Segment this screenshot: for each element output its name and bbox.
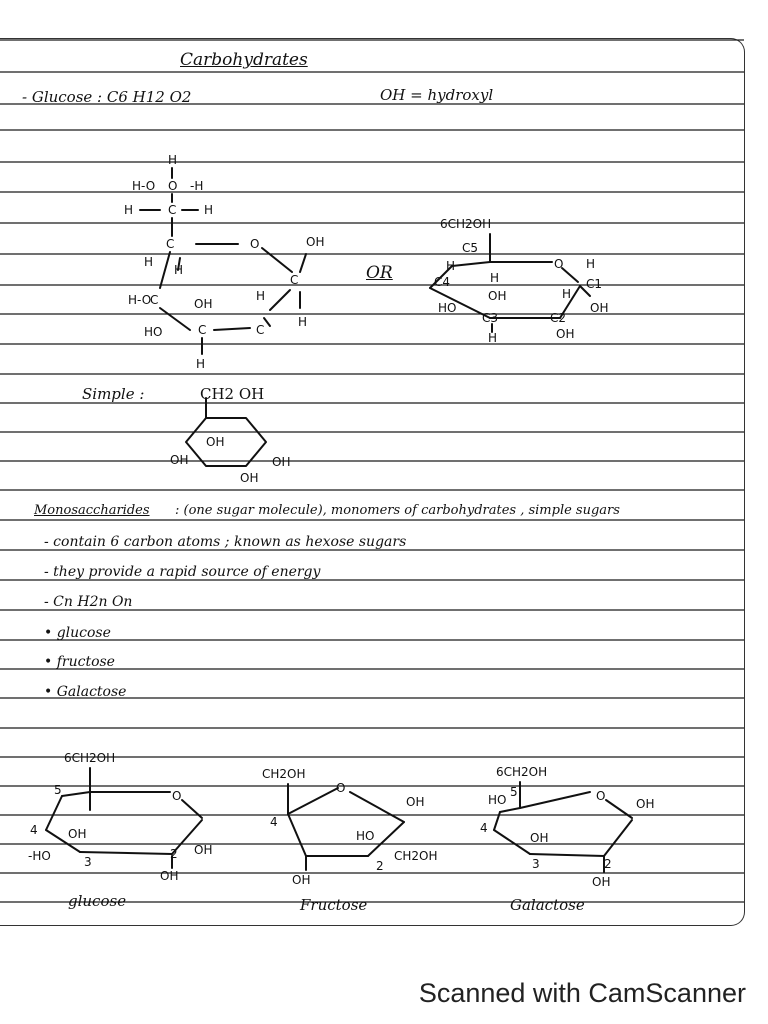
svg-text:OH: OH — [206, 435, 225, 449]
svg-text:6CH2OH: 6CH2OH — [64, 751, 116, 765]
bullet-2: - they provide a rapid source of energy — [44, 564, 321, 580]
svg-text:O: O — [596, 789, 606, 803]
svg-text:H-O: H-O — [132, 179, 156, 193]
svg-text:OH: OH — [530, 831, 549, 845]
bullet-1: - contain 6 carbon atoms ; known as hexose sugars — [44, 534, 407, 550]
svg-text:H: H — [490, 271, 500, 285]
svg-text:C: C — [198, 323, 207, 337]
fructose-ring — [262, 767, 438, 887]
svg-text:C: C — [290, 273, 299, 287]
simple-label: Simple : — [82, 385, 145, 403]
svg-text:H: H — [196, 357, 206, 371]
svg-text:C4: C4 — [434, 275, 451, 289]
svg-text:C: C — [256, 323, 265, 337]
svg-text:OH: OH — [636, 797, 655, 811]
svg-text:HO: HO — [356, 829, 375, 843]
svg-text:-H: -H — [190, 179, 204, 193]
bullet-3: - Cn H2n On — [44, 594, 133, 610]
svg-text:H: H — [488, 331, 498, 345]
example-glucose: • glucose — [44, 625, 111, 641]
simple-ring — [170, 398, 290, 485]
or-label: OR — [366, 263, 393, 283]
glucose-formula: - Glucose : C6 H12 O2 — [22, 88, 192, 106]
svg-text:2: 2 — [376, 859, 384, 873]
fructose-label: Fructose — [300, 896, 368, 914]
svg-text:H: H — [586, 257, 596, 271]
example-galactose: • Galactose — [44, 684, 127, 700]
svg-text:OH: OH — [488, 289, 507, 303]
svg-text:2: 2 — [170, 847, 178, 861]
glucose-label: glucose — [68, 892, 127, 910]
svg-text:H-O: H-O — [128, 293, 152, 307]
svg-text:H: H — [562, 287, 572, 301]
page-title: Carbohydrates — [180, 50, 308, 70]
svg-text:O: O — [554, 257, 564, 271]
glucose-structure-left — [124, 153, 324, 371]
svg-text:H: H — [144, 255, 154, 269]
svg-text:3: 3 — [84, 855, 92, 869]
svg-text:C3: C3 — [482, 311, 499, 325]
svg-text:C: C — [150, 293, 159, 307]
svg-text:CH2OH: CH2OH — [394, 849, 438, 863]
mono-definition: : (one sugar molecule), monomers of carbohydrates , simple sugars — [175, 503, 620, 518]
svg-text:OH: OH — [170, 453, 189, 467]
svg-text:O: O — [250, 237, 260, 251]
svg-text:C: C — [166, 237, 175, 251]
svg-text:H: H — [204, 203, 214, 217]
svg-text:C1: C1 — [586, 277, 603, 291]
svg-text:OH: OH — [406, 795, 425, 809]
glucose-ring-right — [430, 217, 608, 345]
svg-text:OH: OH — [240, 471, 259, 485]
hydroxyl-note: OH = hydroxyl — [380, 86, 494, 104]
svg-text:O: O — [336, 781, 346, 795]
svg-text:C5: C5 — [462, 241, 479, 255]
svg-text:4: 4 — [270, 815, 278, 829]
svg-text:H: H — [446, 259, 456, 273]
svg-text:4: 4 — [480, 821, 488, 835]
svg-text:-HO: -HO — [28, 849, 51, 863]
simple-ch2oh: CH2 OH — [200, 385, 265, 403]
svg-text:5: 5 — [54, 783, 62, 797]
svg-text:H: H — [124, 203, 134, 217]
svg-text:OH: OH — [590, 301, 609, 315]
galactose-label: Galactose — [510, 896, 585, 914]
example-fructose: • fructose — [44, 654, 115, 670]
svg-text:OH: OH — [592, 875, 611, 889]
svg-text:O: O — [172, 789, 182, 803]
svg-text:HO: HO — [144, 325, 163, 339]
svg-text:2: 2 — [604, 857, 612, 871]
svg-text:OH: OH — [160, 869, 179, 883]
svg-text:H: H — [174, 263, 184, 277]
svg-text:OH: OH — [272, 455, 291, 469]
svg-text:H: H — [298, 315, 308, 329]
svg-text:CH2OH: CH2OH — [262, 767, 306, 781]
svg-text:OH: OH — [306, 235, 325, 249]
camscanner-watermark: Scanned with CamScanner — [418, 978, 746, 1008]
svg-text:6CH2OH: 6CH2OH — [440, 217, 492, 231]
svg-text:OH: OH — [68, 827, 87, 841]
svg-text:H: H — [256, 289, 266, 303]
svg-text:OH: OH — [194, 843, 213, 857]
svg-text:3: 3 — [532, 857, 540, 871]
galactose-ring — [480, 765, 654, 889]
svg-text:OH: OH — [556, 327, 575, 341]
svg-text:C: C — [168, 203, 177, 217]
svg-text:C2: C2 — [550, 311, 567, 325]
glucose-ring-bottom — [28, 751, 212, 883]
svg-text:4: 4 — [30, 823, 38, 837]
svg-text:5: 5 — [510, 785, 518, 799]
svg-text:HO: HO — [488, 793, 507, 807]
svg-text:O: O — [168, 179, 178, 193]
svg-text:HO: HO — [438, 301, 457, 315]
mono-heading: Monosaccharides — [34, 503, 150, 518]
svg-text:H: H — [168, 153, 178, 167]
svg-text:OH: OH — [194, 297, 213, 311]
svg-text:OH: OH — [292, 873, 311, 887]
svg-text:6CH2OH: 6CH2OH — [496, 765, 548, 779]
